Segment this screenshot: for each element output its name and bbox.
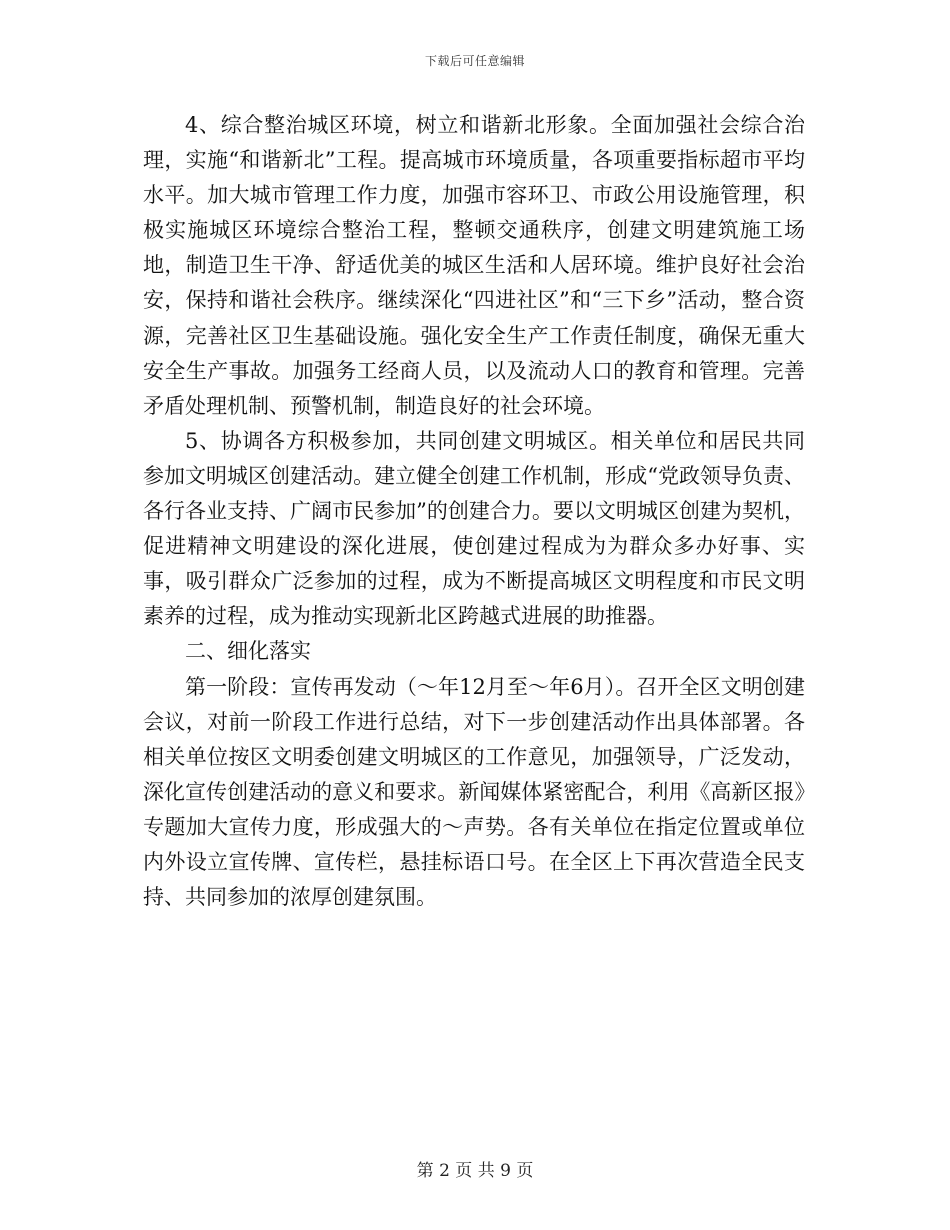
page-footer (0, 1156, 950, 1181)
page-header: 下载后可任意编辑 (424, 54, 525, 68)
page-number: 第 2 页 共 9 页 (416, 1161, 534, 1181)
document-body (143, 108, 805, 915)
paragraph-phase-one: 第一阶段：宣传再发动（～年12月至～年6月）。召开全区文明创建会议，对前一阶段工作进行总结，对下一步创建活动作出具体部署。各相关单位按区文明委创建文明城区的工作意见，加强领导，广泛发动，深化宣传创建活动的意义和要求。新闻媒体紧密配合，利用《高新区报》专题加大宣传力度，形成强大的～声势。各有关单位在指定位置或单位内外设立宣传牌、宣传栏，悬挂标语口号。在全区上下再次营造全民支持、共同参加的浓厚创建氛围。 (143, 674, 805, 910)
paragraph-section-5: 5、协调各方积极参加，共同创建文明城区。相关单位和居民共同参加文明城区创建活动。建立健全创建工作机制，形成“党政领导负责、各行各业支持、广阔市民参加”的创建合力。要以文明城区创建为契机，促进精神文明建设的深化进展，使创建过程成为为群众多办好事、实事，吸引群众广泛参加的过程，成为不断提高城区文明程度和市民文明素养的过程，成为推动实现新北区跨越式进展的助推器。 (143, 428, 805, 629)
section-heading-implementation: 二、细化落实 (185, 639, 311, 664)
paragraph-section-4: 4、综合整治城区环境，树立和谐新北形象。全面加强社会综合治理，实施“和谐新北”工程。提高城市环境质量，各项重要指标超市平均水平。加大城市管理工作力度，加强市容环卫、市政公用设施管理，积极实施城区环境综合整治工程，整顿交通秩序，创建文明建筑施工场地，制造卫生干净、舒适优美的城区生活和人居环境。维护良好社会治安，保持和谐社会秩序。继续深化“四进社区”和“三下乡”活动，整合资源，完善社区卫生基础设施。强化安全生产工作责任制度，确保无重大安全生产事故。加强务工经商人员，以及流动人口的教育和管理。完善矛盾处理机制、预警机制，制造良好的社会环境。 (143, 113, 805, 418)
